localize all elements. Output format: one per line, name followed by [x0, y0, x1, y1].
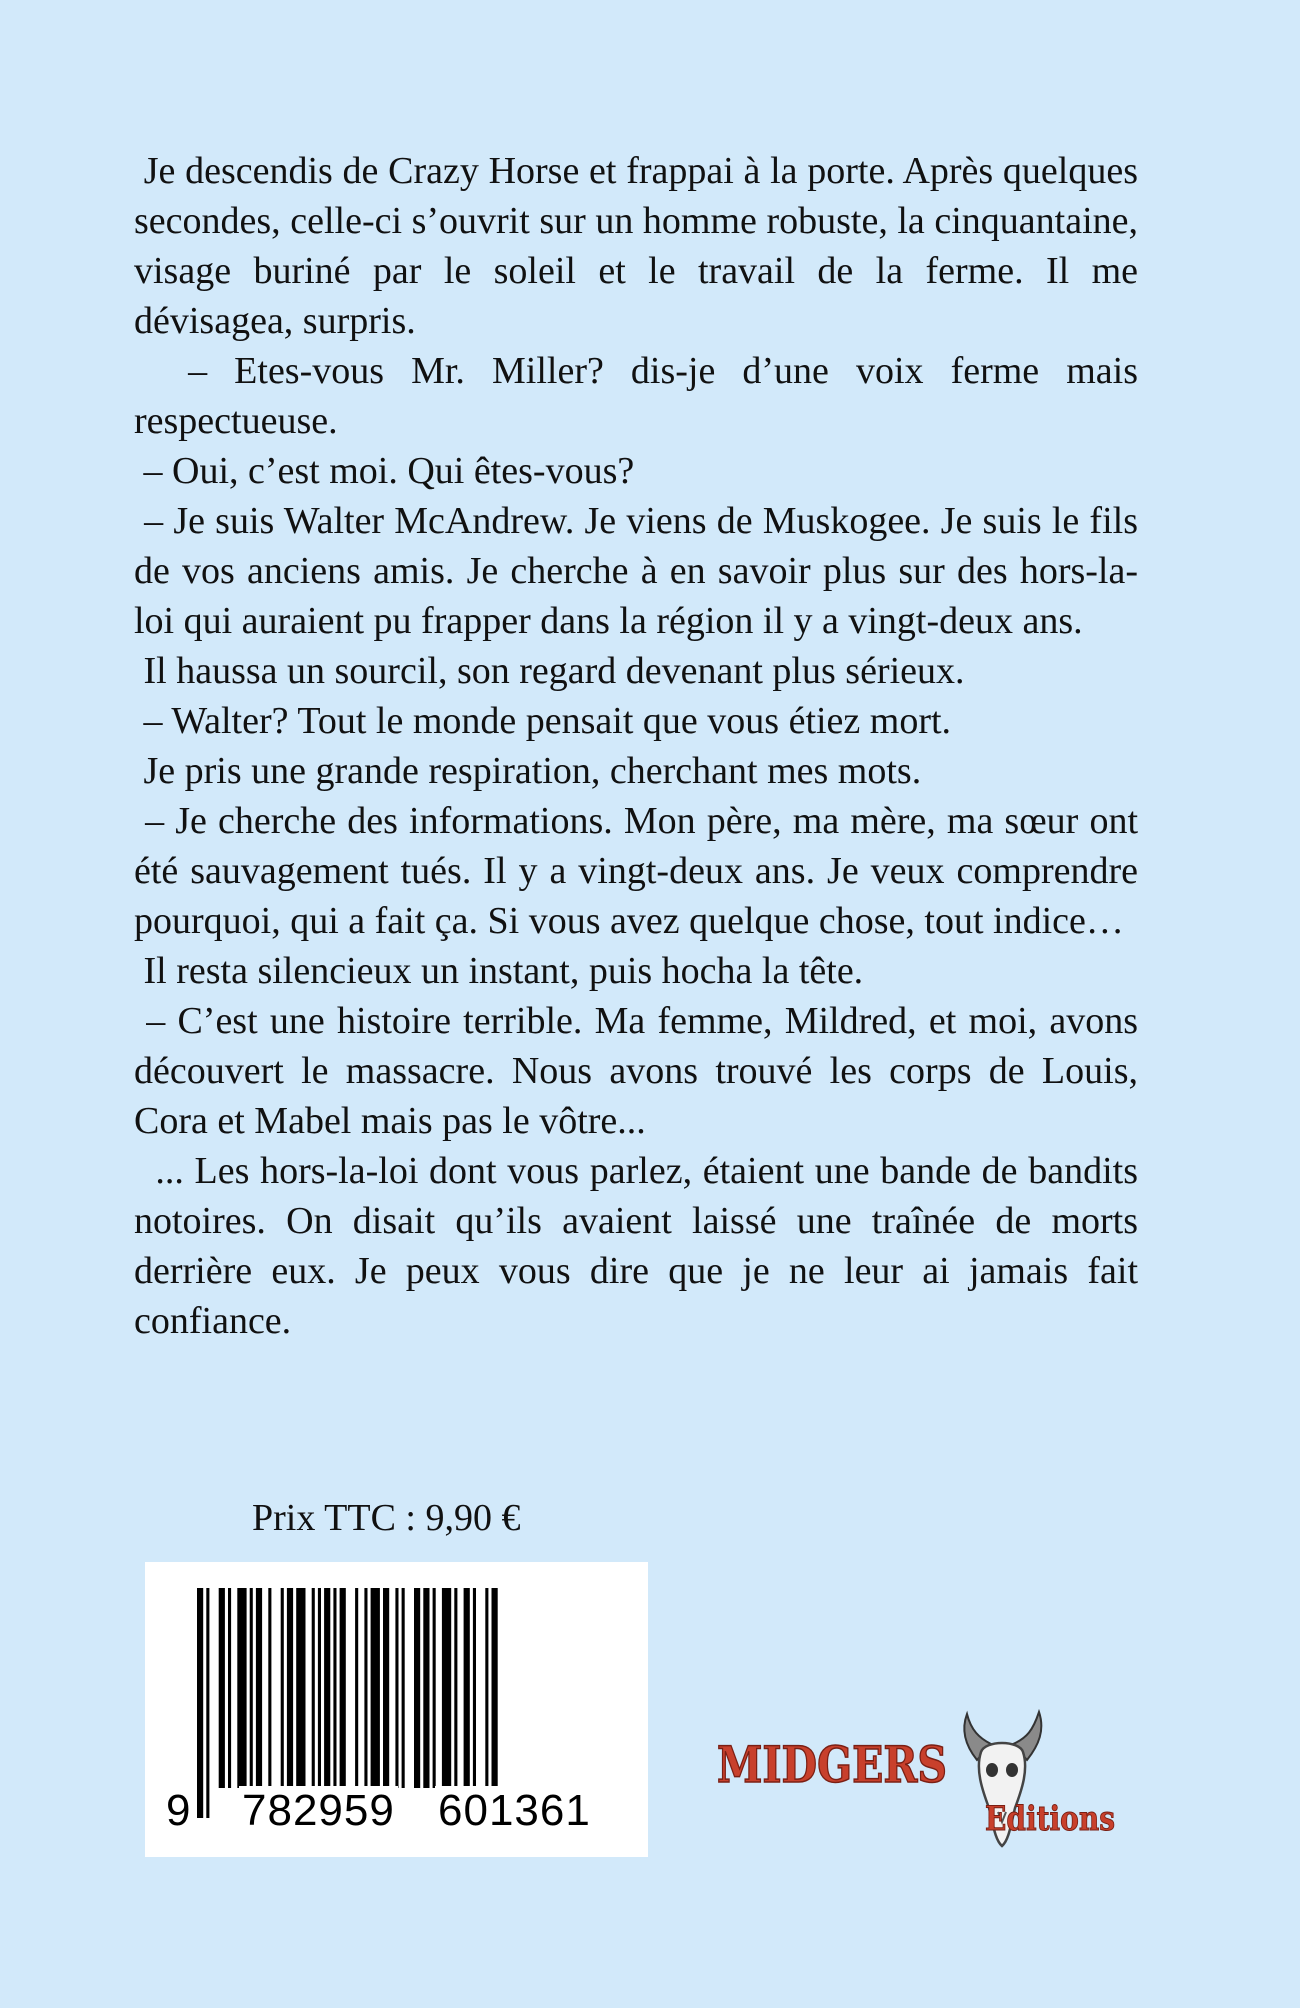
barcode-bar	[355, 1588, 358, 1788]
paragraph-10: – C’est une histoire terrible. Ma femme, Mildred, et moi, avons découvert le massacre. Nous avons trouvé les corps de Louis, Cora et Mabel mais pas le vôtre...	[134, 1000, 1138, 1142]
barcode-bar	[371, 1588, 380, 1788]
barcode-bar	[485, 1588, 488, 1818]
logo-brand: MIDGERS	[717, 1735, 947, 1794]
paragraph-1: Je descendis de Crazy Horse et frappai à la porte. Après quelques secondes, celle-ci s’ouvrit sur un homme robuste, la cinquantaine, visage buriné par le soleil et le travail de la ferme. Il me dévisagea, surpris.	[134, 150, 1138, 342]
barcode-bar	[324, 1588, 330, 1788]
barcode-bar	[296, 1588, 305, 1788]
barcode-bar	[287, 1588, 293, 1788]
barcode-bar	[281, 1588, 284, 1788]
paragraph-11: ... Les hors-la-loi dont vous parlez, étaient une bande de bandits notoires. On disait qu’ils avaient laissé une traînée de morts derrière eux. Je peux vous dire que je ne leur ai jamais fait confiance.	[134, 1150, 1138, 1342]
barcode-bar	[206, 1588, 209, 1818]
barcode-digits	[145, 1786, 648, 1836]
barcode-bar	[492, 1588, 498, 1818]
barcode-bar	[473, 1588, 476, 1788]
barcode-bar	[219, 1588, 225, 1788]
barcode-bar	[423, 1588, 429, 1788]
paragraph-2: – Etes-vous Mr. Miller? dis-je d’une voix ferme mais respectueuse.	[134, 350, 1138, 442]
barcode-bar	[395, 1588, 398, 1788]
barcode-bar	[402, 1588, 405, 1788]
paragraph-8: – Je cherche des informations. Mon père, ma mère, ma sœur ont été sauvagement tués. Il y a vingt-deux ans. Je veux comprendre pourquoi, qui a fait ça. Si vous avez quelque chose, tout indice…	[134, 800, 1138, 942]
publisher-logo	[715, 1700, 1145, 1860]
barcode-digits-left: 782959	[239, 1786, 398, 1836]
barcode-bar	[237, 1588, 246, 1788]
barcode-bar	[250, 1588, 253, 1788]
barcode-bar	[197, 1588, 203, 1818]
paragraph-5: Il haussa un sourcil, son regard devenant plus sérieux.	[134, 650, 965, 692]
barcode-bar	[464, 1588, 470, 1788]
barcode-bar	[364, 1588, 367, 1788]
barcode-bar	[442, 1588, 451, 1788]
barcode-bar	[340, 1588, 346, 1788]
barcode-bar	[333, 1588, 336, 1788]
logo-sub: Editions	[985, 1799, 1115, 1839]
barcode-bar	[268, 1588, 271, 1788]
paragraph-3: – Oui, c’est moi. Qui êtes-vous?	[134, 450, 635, 492]
barcode-bar	[414, 1588, 420, 1788]
paragraph-9: Il resta silencieux un instant, puis hocha la tête.	[134, 950, 864, 992]
barcode-bar	[383, 1588, 389, 1788]
paragraph-4: – Je suis Walter McAndrew. Je viens de Muskogee. Je suis le fils de vos anciens amis. Je cherche à en savoir plus sur des hors-la-loi qui auraient pu frapper dans la région il y a vingt-deux ans.	[134, 500, 1138, 642]
excerpt-text	[134, 146, 1138, 1346]
barcode-bar	[433, 1588, 436, 1788]
paragraph-6: – Walter? Tout le monde pensait que vous étiez mort.	[134, 700, 952, 742]
barcode-digits-right: 601361	[435, 1786, 594, 1836]
barcode-bars	[197, 1588, 592, 1818]
barcode-bar	[318, 1588, 321, 1788]
barcode-digit-first: 9	[163, 1786, 193, 1836]
barcode-bar	[312, 1588, 315, 1788]
barcode	[145, 1562, 648, 1857]
price-label: Prix TTC : 9,90 €	[252, 1497, 521, 1539]
barcode-bar	[256, 1588, 262, 1788]
barcode-bar	[454, 1588, 457, 1788]
paragraph-7: Je pris une grande respiration, cherchant mes mots.	[134, 750, 922, 792]
barcode-bar	[228, 1588, 231, 1788]
